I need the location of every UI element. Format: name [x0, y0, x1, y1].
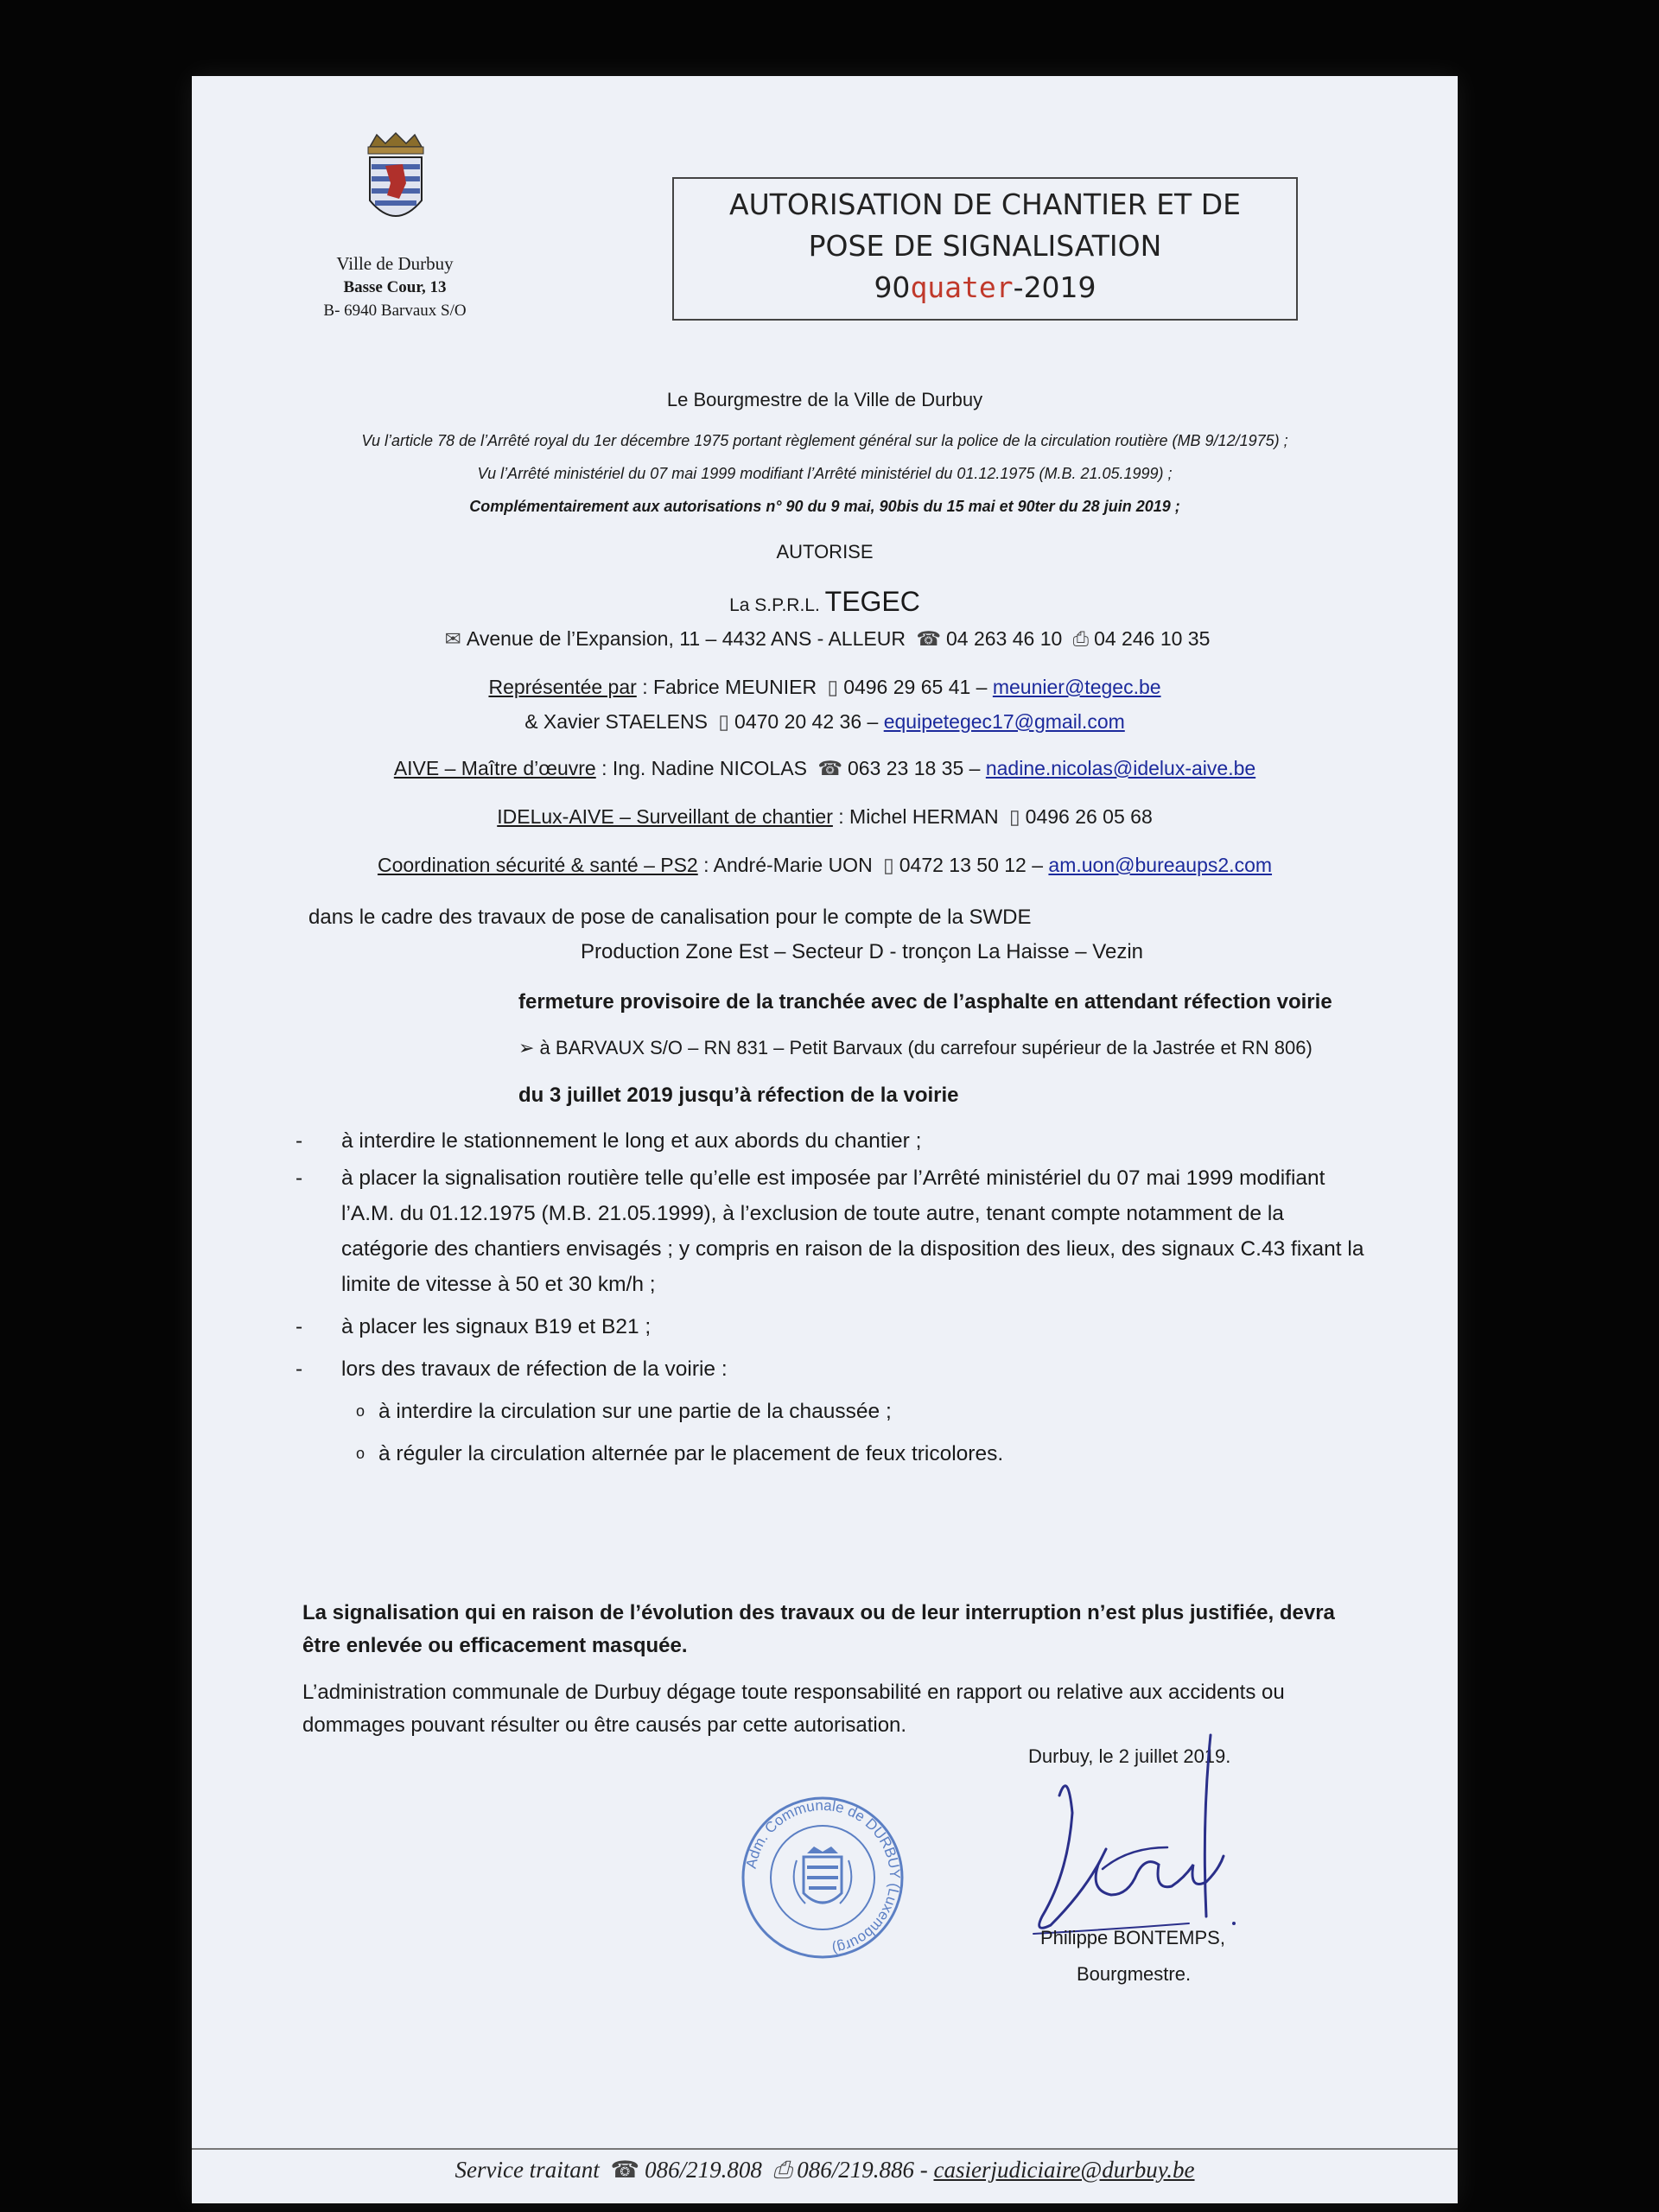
ref-number: 90: [874, 270, 911, 304]
ref-year: -2019: [1013, 270, 1096, 304]
condition-item: - lors des travaux de réfection de la voirie :: [296, 1357, 728, 1381]
works-subject: fermeture provisoire de la tranchée avec de l’asphalte en attendant réfection voirie: [518, 990, 1332, 1014]
sub-condition-item: o à réguler la circulation alternée par le placement de feux tricolores.: [356, 1442, 1004, 1465]
mobile-phone-icon: ▯: [883, 855, 894, 877]
rep2-phone: 0470 20 42 36 –: [734, 710, 879, 733]
complementary-authorizations: Complémentairement aux autorisations n° 90 du 9 mai, 90bis du 15 mai et 90ter du 28 juin 2019 ;: [469, 498, 1180, 515]
condition-item: - à placer la signalisation routière telle qu’elle est imposée par l’Arrêté ministériel du 07 mai 1999 modifiant l’A.M. du 01.12.1975 (M.B. 21.05.1999), à l’exclusion de toute autre, tenant compte notamment de la catégorie des chantiers envisagés ; y compris en raison de la disposition des lieux, des signaux C.43 fixant la limite de vitesse à 50 et 30 km/h ;: [296, 1166, 1364, 1296]
works-location: ➢ à BARVAUX S/O – RN 831 – Petit Barvaux (du carrefour supérieur de la Jastrée et RN 806): [518, 1037, 1313, 1058]
mobile-phone-icon: ▯: [1008, 806, 1020, 829]
authorization-reference: [674, 267, 1296, 308]
condition-item: - à interdire le stationnement le long et aux abords du chantier ;: [296, 1129, 922, 1153]
ref-suffix: quater: [910, 270, 1014, 304]
municipal-stamp: [736, 1791, 909, 1964]
document-page: [192, 76, 1458, 2203]
company-name: TEGEC: [824, 586, 920, 617]
works-context-line-2: Production Zone Est – Secteur D - tronçon La Haisse – Vezin: [581, 940, 1144, 963]
coordination-contact-line: [192, 854, 1458, 877]
coordination-phone: 0472 13 50 12 –: [899, 854, 1044, 876]
rep1-phone: 0496 29 65 41 –: [843, 676, 988, 698]
rep2-name: & Xavier STAELENS: [524, 710, 708, 733]
authority-line: Le Bourgmestre de la Ville de Durbuy: [666, 389, 983, 410]
representative-line-2: [192, 710, 1458, 734]
idelux-contact-line: [192, 805, 1458, 829]
signatory-name: Philippe BONTEMPS,: [1040, 1927, 1225, 1948]
representative-label: Représentée par: [488, 676, 637, 698]
works-period: du 3 juillet 2019 jusqu’à réfection de la voirie: [518, 1084, 959, 1107]
rep2-email-link[interactable]: equipetegec17@gmail.com: [883, 710, 1125, 733]
footer-phone: 086/219.808: [645, 2157, 762, 2183]
fax-icon: ⎙: [772, 2157, 792, 2183]
aive-name: : Ing. Nadine NICOLAS: [601, 757, 807, 779]
coordination-email-link[interactable]: am.uon@bureaups2.com: [1048, 854, 1273, 876]
footer-email-link[interactable]: casierjudiciaire@durbuy.be: [933, 2157, 1195, 2183]
rep1-email-link[interactable]: meunier@tegec.be: [992, 676, 1161, 698]
title-line-1: AUTORISATION DE CHANTIER ET DE: [729, 188, 1241, 221]
aive-label: AIVE – Maître d’œuvre: [393, 757, 596, 779]
works-context-line-1: dans le cadre des travaux de pose de canalisation pour le compte de la SWDE: [308, 906, 1032, 929]
signature-place-date: Durbuy, le 2 juillet 2019.: [1028, 1745, 1231, 1767]
company-prefix: La S.P.R.L.: [729, 595, 820, 615]
sub-condition-item: o à interdire la circulation sur une partie de la chaussée ;: [356, 1400, 892, 1423]
company-phone: 04 263 46 10: [945, 627, 1063, 650]
company-address: Avenue de l’Expansion, 11 – 4432 ANS - ALLEUR: [466, 627, 906, 650]
authorizes-heading: AUTORISE: [776, 541, 874, 563]
document-title-box: [672, 177, 1298, 321]
fax-icon: ⎙: [1072, 628, 1090, 651]
idelux-label: IDELux-AIVE – Surveillant de chantier: [497, 805, 833, 828]
city-postcode: B- 6940 Barvaux S/O: [323, 302, 467, 320]
phone-icon: ☎: [610, 2157, 640, 2183]
title-line-2: POSE DE SIGNALISATION: [808, 229, 1162, 263]
conditions-list: [296, 1123, 1419, 1471]
company-line: [192, 586, 1458, 618]
aive-phone: 063 23 18 35 –: [847, 757, 981, 779]
legal-basis-2: Vu l’Arrêté ministériel du 07 mai 1999 modifiant l’Arrêté ministériel du 01.12.1975 (M.B. 21.05.1999) ;: [477, 465, 1173, 482]
mobile-phone-icon: ▯: [827, 677, 839, 699]
phone-icon: ☎: [817, 758, 842, 780]
footer-divider: [192, 2148, 1458, 2150]
footer-label: Service traitant: [454, 2157, 600, 2183]
coat-of-arms-logo: [361, 131, 430, 235]
legal-basis-1: Vu l’article 78 de l’Arrêté royal du 1er décembre 1975 portant règlement général sur la police de la circulation routière (MB 9/12/1975) ;: [361, 432, 1288, 449]
stamp-text: Adm. Communale de DURBUY (Luxembourg): [742, 1796, 904, 1958]
phone-icon: ☎: [916, 628, 941, 651]
coordination-label: Coordination sécurité & santé – PS2: [377, 854, 698, 876]
idelux-name: : Michel HERMAN: [838, 805, 999, 828]
city-street: Basse Cour, 13: [343, 278, 447, 296]
idelux-phone: 0496 26 05 68: [1025, 805, 1153, 828]
mail-icon: ✉: [444, 628, 461, 651]
coordination-name: : André-Marie UON: [703, 854, 873, 876]
city-address-block: [287, 252, 503, 322]
city-name: Ville de Durbuy: [336, 253, 454, 274]
mobile-phone-icon: ▯: [718, 711, 730, 734]
condition-item: - à placer les signaux B19 et B21 ;: [296, 1315, 652, 1338]
company-address-line: [192, 627, 1458, 651]
footer-fax: 086/219.886 -: [797, 2157, 928, 2183]
aive-contact-line: [192, 757, 1458, 780]
representative-line-1: [192, 676, 1458, 699]
rep1-name: : Fabrice MEUNIER: [642, 676, 817, 698]
signatory-role: Bourgmestre.: [1077, 1963, 1192, 1985]
company-fax: 04 246 10 35: [1094, 627, 1211, 650]
footer-service-line: [192, 2157, 1458, 2184]
signage-removal-note: La signalisation qui en raison de l’évolution des travaux ou de leur interruption n’est plus justifiée, devra être enlevée ou efficacement masquée.: [302, 1601, 1335, 1657]
aive-email-link[interactable]: nadine.nicolas@idelux-aive.be: [985, 757, 1256, 779]
liability-disclaimer: L’administration communale de Durbuy dégage toute responsabilité en rapport ou relative aux accidents ou dommages pouvant résulter ou être causés par cette autorisation.: [302, 1681, 1285, 1737]
